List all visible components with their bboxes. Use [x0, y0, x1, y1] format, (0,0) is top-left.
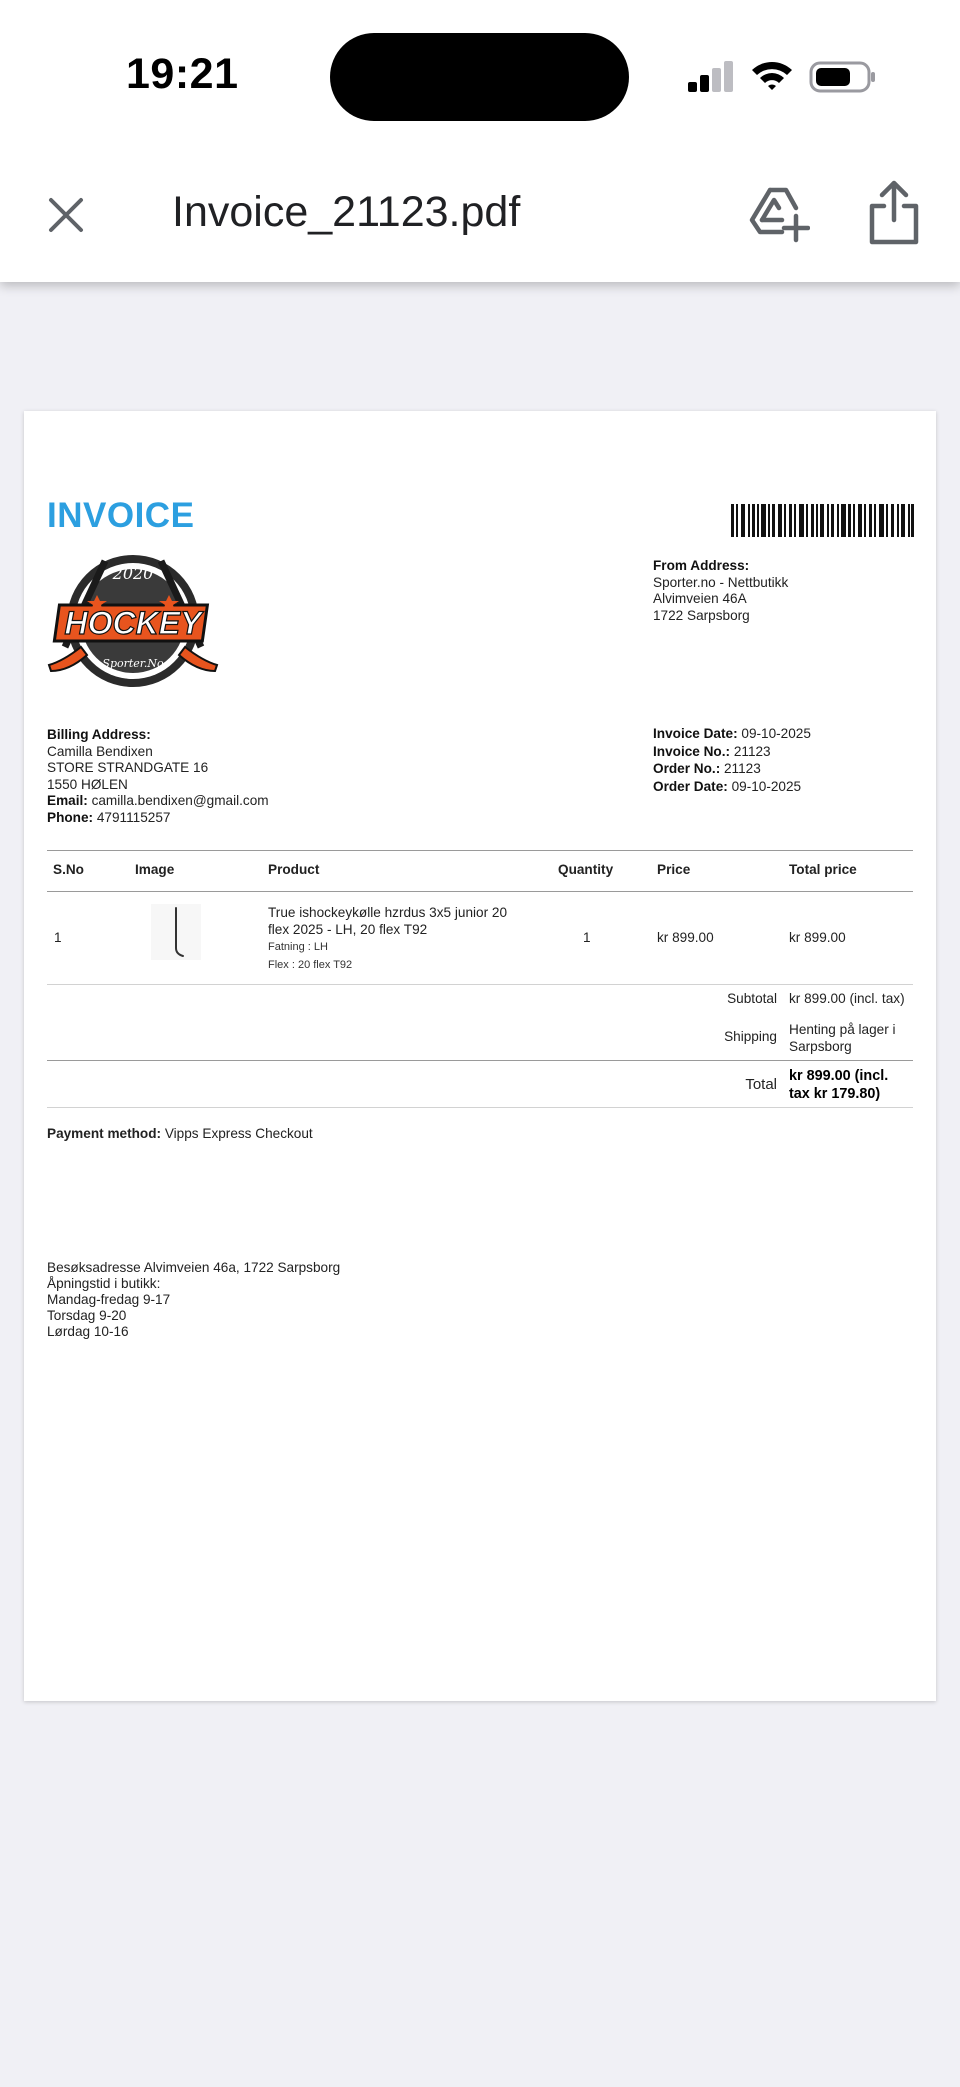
col-header-sno: S.No — [53, 862, 84, 877]
invoice-heading: INVOICE — [47, 496, 195, 535]
hockey-logo — [45, 551, 221, 691]
dynamic-island — [330, 33, 629, 121]
billing-email: camilla.bendixen@gmail.com — [91, 793, 269, 808]
subtotal-value: kr 899.00 (incl. tax) — [789, 991, 905, 1006]
shipping-label: Shipping — [724, 1029, 777, 1044]
row-price: kr 899.00 — [657, 930, 714, 945]
invoice-no-label: Invoice No.: — [653, 743, 731, 759]
barcode — [731, 504, 914, 537]
product-name-line: True ishockeykølle hzrdus 3x5 junior 20 — [268, 905, 508, 920]
invoice-no: 21123 — [733, 743, 771, 759]
invoice-date-label: Invoice Date: — [653, 726, 738, 741]
store-info-line: Mandag-fredag 9-17 — [47, 1292, 171, 1307]
logo-sub: Sporter.No — [102, 657, 164, 670]
product-name-line: flex 2025 - LH, 20 flex T92 — [268, 922, 428, 937]
row-rule — [47, 984, 913, 985]
product-attribute: Fatning : LH — [268, 941, 328, 953]
document-title: Invoice_21123.pdf — [172, 188, 521, 236]
shipping-value-line: Sarpsborg — [789, 1039, 852, 1054]
shipping-value — [789, 1021, 896, 1055]
col-header-quantity: Quantity — [558, 862, 614, 877]
order-date-label: Order Date: — [653, 778, 728, 794]
totals-bottom-rule — [47, 1107, 913, 1108]
pdf-page — [24, 411, 936, 1701]
subtotal-label: Subtotal — [727, 991, 777, 1006]
order-date: 09-10-2025 — [731, 778, 802, 794]
table-header-rule — [47, 891, 913, 892]
add-to-drive-icon — [752, 190, 808, 240]
col-header-total-price: Total price — [789, 862, 857, 877]
order-no-label: Order No.: — [653, 761, 721, 777]
row-sno: 1 — [54, 930, 62, 945]
billing-street: STORE STRANDGATE 16 — [47, 760, 209, 775]
order-no: 21123 — [724, 761, 761, 777]
invoice-meta — [653, 725, 811, 795]
from-address-line: Sporter.no - Nettbutikk — [653, 574, 789, 590]
col-header-product: Product — [268, 862, 320, 877]
store-info-line: Lørdag 10-16 — [47, 1324, 129, 1339]
battery-icon — [809, 60, 877, 94]
row-quantity: 1 — [583, 930, 591, 945]
from-address-line: 1722 Sarpsborg — [653, 607, 750, 623]
billing-address — [47, 727, 269, 826]
cellular-signal-icon — [687, 60, 735, 94]
close-button[interactable] — [38, 187, 94, 243]
logo-year: 2020 — [112, 564, 154, 583]
wifi-icon — [750, 58, 794, 92]
total-value-line: kr 899.00 (incl. — [789, 1068, 889, 1084]
total-value-line: tax kr 179.80) — [789, 1086, 881, 1102]
from-address — [653, 558, 788, 624]
from-address-label: From Address: — [653, 558, 750, 573]
billing-city: 1550 HØLEN — [47, 776, 128, 792]
phone-label: Phone: — [47, 809, 94, 825]
logo-word: HOCKEY — [64, 605, 202, 641]
billing-address-label: Billing Address: — [47, 727, 151, 742]
totals-rule — [47, 1060, 913, 1061]
invoice-date: 09-10-2025 — [741, 726, 811, 741]
table-top-rule — [47, 850, 913, 851]
product-attribute: Flex : 20 flex T92 — [268, 959, 353, 971]
row-product — [268, 904, 507, 974]
store-info — [47, 1260, 340, 1340]
share-icon — [872, 183, 916, 242]
total-value — [789, 1067, 888, 1103]
store-info-line: Åpningstid i butikk: — [47, 1276, 161, 1291]
product-image — [151, 904, 201, 960]
share-button[interactable] — [866, 180, 922, 246]
billing-name: Camilla Bendixen — [47, 743, 153, 759]
col-header-price: Price — [657, 862, 691, 877]
total-label: Total — [745, 1076, 777, 1093]
from-address-line: Alvimveien 46A — [653, 591, 747, 606]
status-time: 19:21 — [126, 50, 239, 98]
payment-method-label: Payment method: — [47, 1126, 162, 1141]
payment-method-value: Vipps Express Checkout — [164, 1126, 313, 1141]
col-header-image: Image — [135, 862, 175, 877]
billing-phone: 4791115257 — [96, 809, 171, 825]
top-bar — [0, 0, 960, 282]
shipping-value-line: Henting på lager i — [789, 1022, 896, 1037]
add-to-drive-button[interactable] — [748, 184, 810, 244]
payment-method — [47, 1126, 313, 1141]
row-total: kr 899.00 — [789, 930, 846, 945]
store-info-line: Torsdag 9-20 — [47, 1308, 127, 1323]
store-info-line: Besøksadresse Alvimveien 46a, 1722 Sarpsborg — [47, 1260, 341, 1275]
close-icon — [46, 195, 86, 235]
email-label: Email: — [47, 793, 88, 808]
